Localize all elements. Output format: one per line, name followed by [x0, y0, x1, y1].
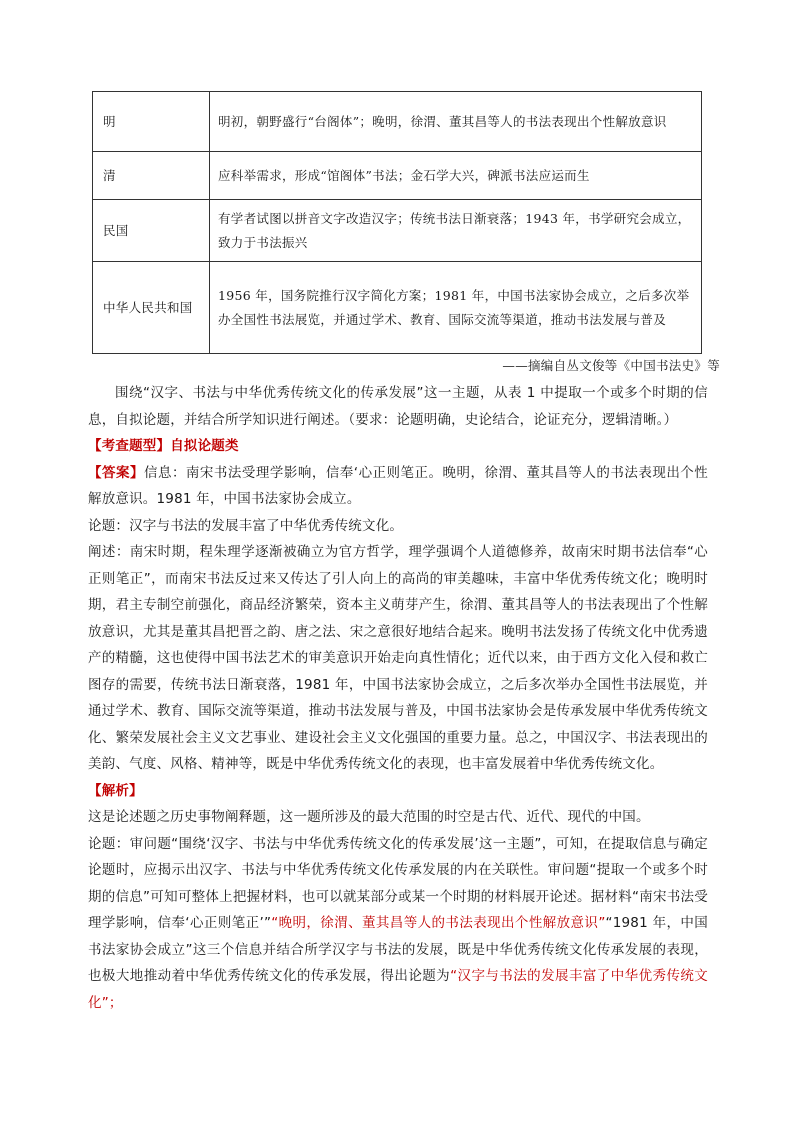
content-cell: 明初，朝野盛行“台阁体”；晚明，徐渭、董其昌等人的书法表现出个性解放意识 — [210, 92, 702, 152]
answer-info-text: 信息：南宋书法受理学影响，信奉‘心正则笔正。晚明，徐渭、董其昌等人的书法表现出个性解放意识。1981 年，中国书法家协会成立。 — [88, 464, 708, 507]
answer-info — [88, 460, 708, 513]
analysis-text-b: “1981 年，中国书法家协会成立”这三个信息并结合所学汉字与书法的发展，既是中华优秀传统文化传承发展的表现，也极大地推动着中华优秀传统文化的传承发展，得出论题为 — [88, 915, 708, 984]
period-cell: 清 — [93, 152, 210, 200]
content-cell: 1956 年，国务院推行汉字简化方案；1981 年，中国书法家协会成立，之后多次举办全国性书法展览，并通过学术、教育、国际交流等渠道，推动书法发展与普及 — [210, 262, 702, 354]
table-row — [93, 262, 702, 354]
period-cell: 明 — [93, 92, 210, 152]
analysis-intro: 这是论述题之历史事物阐释题，这一题所涉及的最大范围的时空是古代、近代、现代的中国。 — [88, 809, 650, 825]
analysis-label — [88, 778, 708, 805]
type-label: 【考查题型】 — [88, 438, 171, 454]
content-cell: 有学者试图以拼音文字改造汉字；传统书法日渐衰落；1943 年，书学研究会成立，致力于书法振兴 — [210, 200, 702, 262]
answer-elaboration: 阐述：南宋时期，程朱理学逐渐被确立为官方哲学，理学强调个人道德修养，故南宋时期书法信奉“心正则笔正”，而南宋书法反过来又传达了引人向上的高尚的审美趣味，丰富中华优秀传统文化；晚明时期，君主专制空前强化，商品经济繁荣，资本主义萌芽产生，徐渭、董其昌等人的书法表现出了个性解放意识，尤其是董其昌把晋之韵、唐之法、宋之意很好地结合起来。晚明书法发扬了传统文化中优秀遗产的精髓，这也使得中国书法艺术的审美意识开始走向真性情化；近代以来，由于西方文化入侵和救亡图存的需要，传统书法日渐衰落，1981 年，中国书法家协会成立，之后多次举办全国性书法展览，并通过学术、教育、国际交流等渠道，推动书法发展与普及，中国书法家协会是传承发展中华优秀传统文化、繁荣发展社会主义文艺事业、建设社会主义文化强国的重要力量。总之，中国汉字、书法表现出的美韵、气度、风格、精神等，既是中华优秀传统文化的表现，也丰富发展着中华优秀传统文化。 — [88, 544, 708, 772]
answer-thesis: 论题：汉字与书法的发展丰富了中华优秀传统文化。 — [88, 517, 404, 534]
period-cell: 中华人民共和国 — [93, 262, 210, 354]
table-row — [93, 152, 702, 200]
analysis-highlight: “晚明，徐渭、董其昌等人的书法表现出个性解放意识” — [271, 915, 606, 931]
table-row — [93, 200, 702, 262]
table-row — [93, 92, 702, 152]
question-content — [88, 380, 708, 1016]
history-table — [92, 91, 702, 354]
analysis-text: 论题：审问题“围绕‘汉字、书法与中华优秀传统文化的传承发展’这一主题”，可知，在提取信息与确定论题时，应揭示出汉字、书法与中华优秀传统文化传承发展的内在关联性。审问题“提取一个或多个时期的信息”可知可整体上把握材料，也可以就某部分或某一个时期的材料展开论述。据材料“南宋书法受理学影响，信奉‘心正则笔正’” — [88, 835, 708, 931]
analysis-label-text: 【解析】 — [88, 782, 143, 799]
content-cell: 应科举需求，形成“馆阁体”书法；金石学大兴，碑派书法应运而生 — [210, 152, 702, 200]
question-text: 围绕“汉字、书法与中华优秀传统文化的传承发展”这一主题，从表 1 中提取一个或多个时期的信息，自拟论题，并结合所学知识进行阐述。（要求：论题明确，史论结合，论证充分，逻辑清晰。） — [88, 385, 708, 428]
table-source: ——摘编自丛文俊等《中国书法史》等 — [502, 358, 720, 373]
question-type — [88, 433, 708, 460]
analysis-highlight-2: “汉字与书法的发展丰富了中华优秀传统文化”； — [88, 968, 708, 1011]
answer-label: 【答案】 — [88, 464, 144, 481]
analysis-paragraph — [88, 831, 708, 1017]
type-value: 自拟论题类 — [170, 438, 239, 454]
period-cell: 民国 — [93, 200, 210, 262]
